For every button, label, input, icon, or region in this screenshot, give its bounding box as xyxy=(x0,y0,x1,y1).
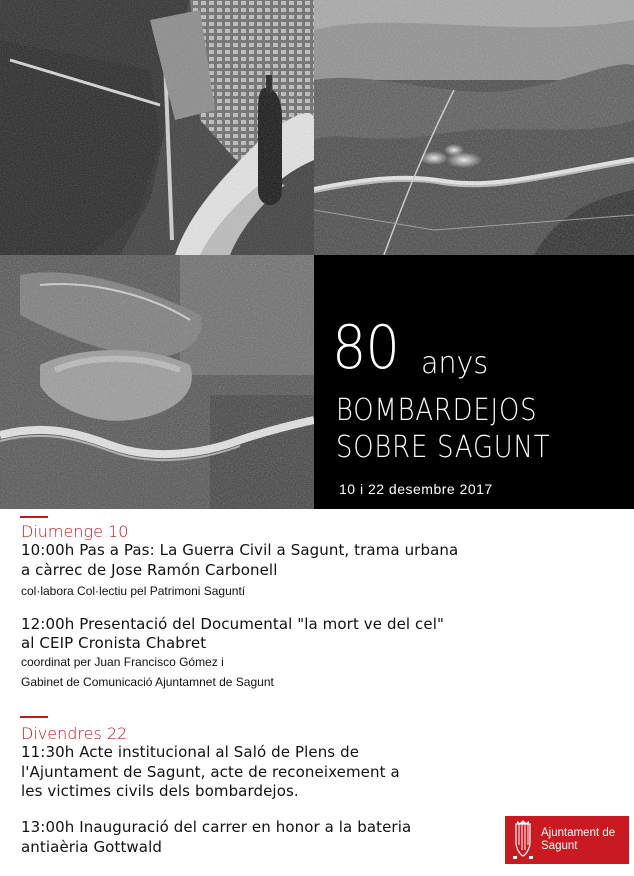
aerial-photo-port xyxy=(0,0,314,255)
divider-day-1 xyxy=(20,516,48,518)
ajuntament-logo xyxy=(505,816,629,864)
logo-text-line-1: Ajuntament de xyxy=(541,827,616,839)
day-1-heading: Diumenge 10 xyxy=(21,522,129,541)
day-2-event-2-line-2: antiaèria Gottwald xyxy=(21,838,162,856)
day-1-event-1-line-2: a càrrec de Jose Ramón Carbonell xyxy=(21,561,278,579)
divider-day-2 xyxy=(20,716,48,718)
day-1-event-1-line-1: 10:00h Pas a Pas: La Guerra Civil a Sagunt, trama urbana xyxy=(21,541,459,559)
day-1-event-2-note-1: coordinat per Juan Francisco Gómez i xyxy=(21,655,224,669)
day-2-event-2-line-1: 13:00h Inauguració del carrer en honor a la bateria xyxy=(21,818,412,836)
logo-text xyxy=(541,827,615,852)
logo-text-line-2: Sagunt xyxy=(541,839,578,852)
day-1-event-2-line-2: al CEIP Cronista Chabret xyxy=(21,634,207,652)
day-1-event-2-note-2: Gabinet de Comunicació Ajuntamnet de Sagunt xyxy=(21,675,274,689)
aerial-photo-river-valley xyxy=(314,0,634,255)
title-line-1: BOMBARDEJOS xyxy=(336,393,538,428)
day-2-event-1-line-2: l'Ajuntament de Sagunt, acte de reconeixement a xyxy=(21,763,400,781)
day-2-event-1-line-1: 11:30h Acte institucional al Saló de Plens de xyxy=(21,743,360,761)
day-2-event-1-line-3: les victimes civils dels bombardejos. xyxy=(21,782,299,800)
aerial-photo-town xyxy=(0,255,314,509)
day-1-event-1-note: col·labora Col·lectiu pel Patrimoni Saguntí xyxy=(21,584,246,598)
anniversary-word: anys xyxy=(421,346,489,381)
title-line-2: SOBRE SAGUNT xyxy=(336,430,551,465)
day-1-event-2-line-1: 12:00h Presentació del Documental "la mort ve del cel" xyxy=(21,615,444,633)
day-2-heading: Divendres 22 xyxy=(21,724,128,743)
event-dates: 10 i 22 desembre 2017 xyxy=(339,481,493,497)
coat-of-arms-icon xyxy=(511,820,535,860)
anniversary-number: 80 xyxy=(332,313,399,383)
